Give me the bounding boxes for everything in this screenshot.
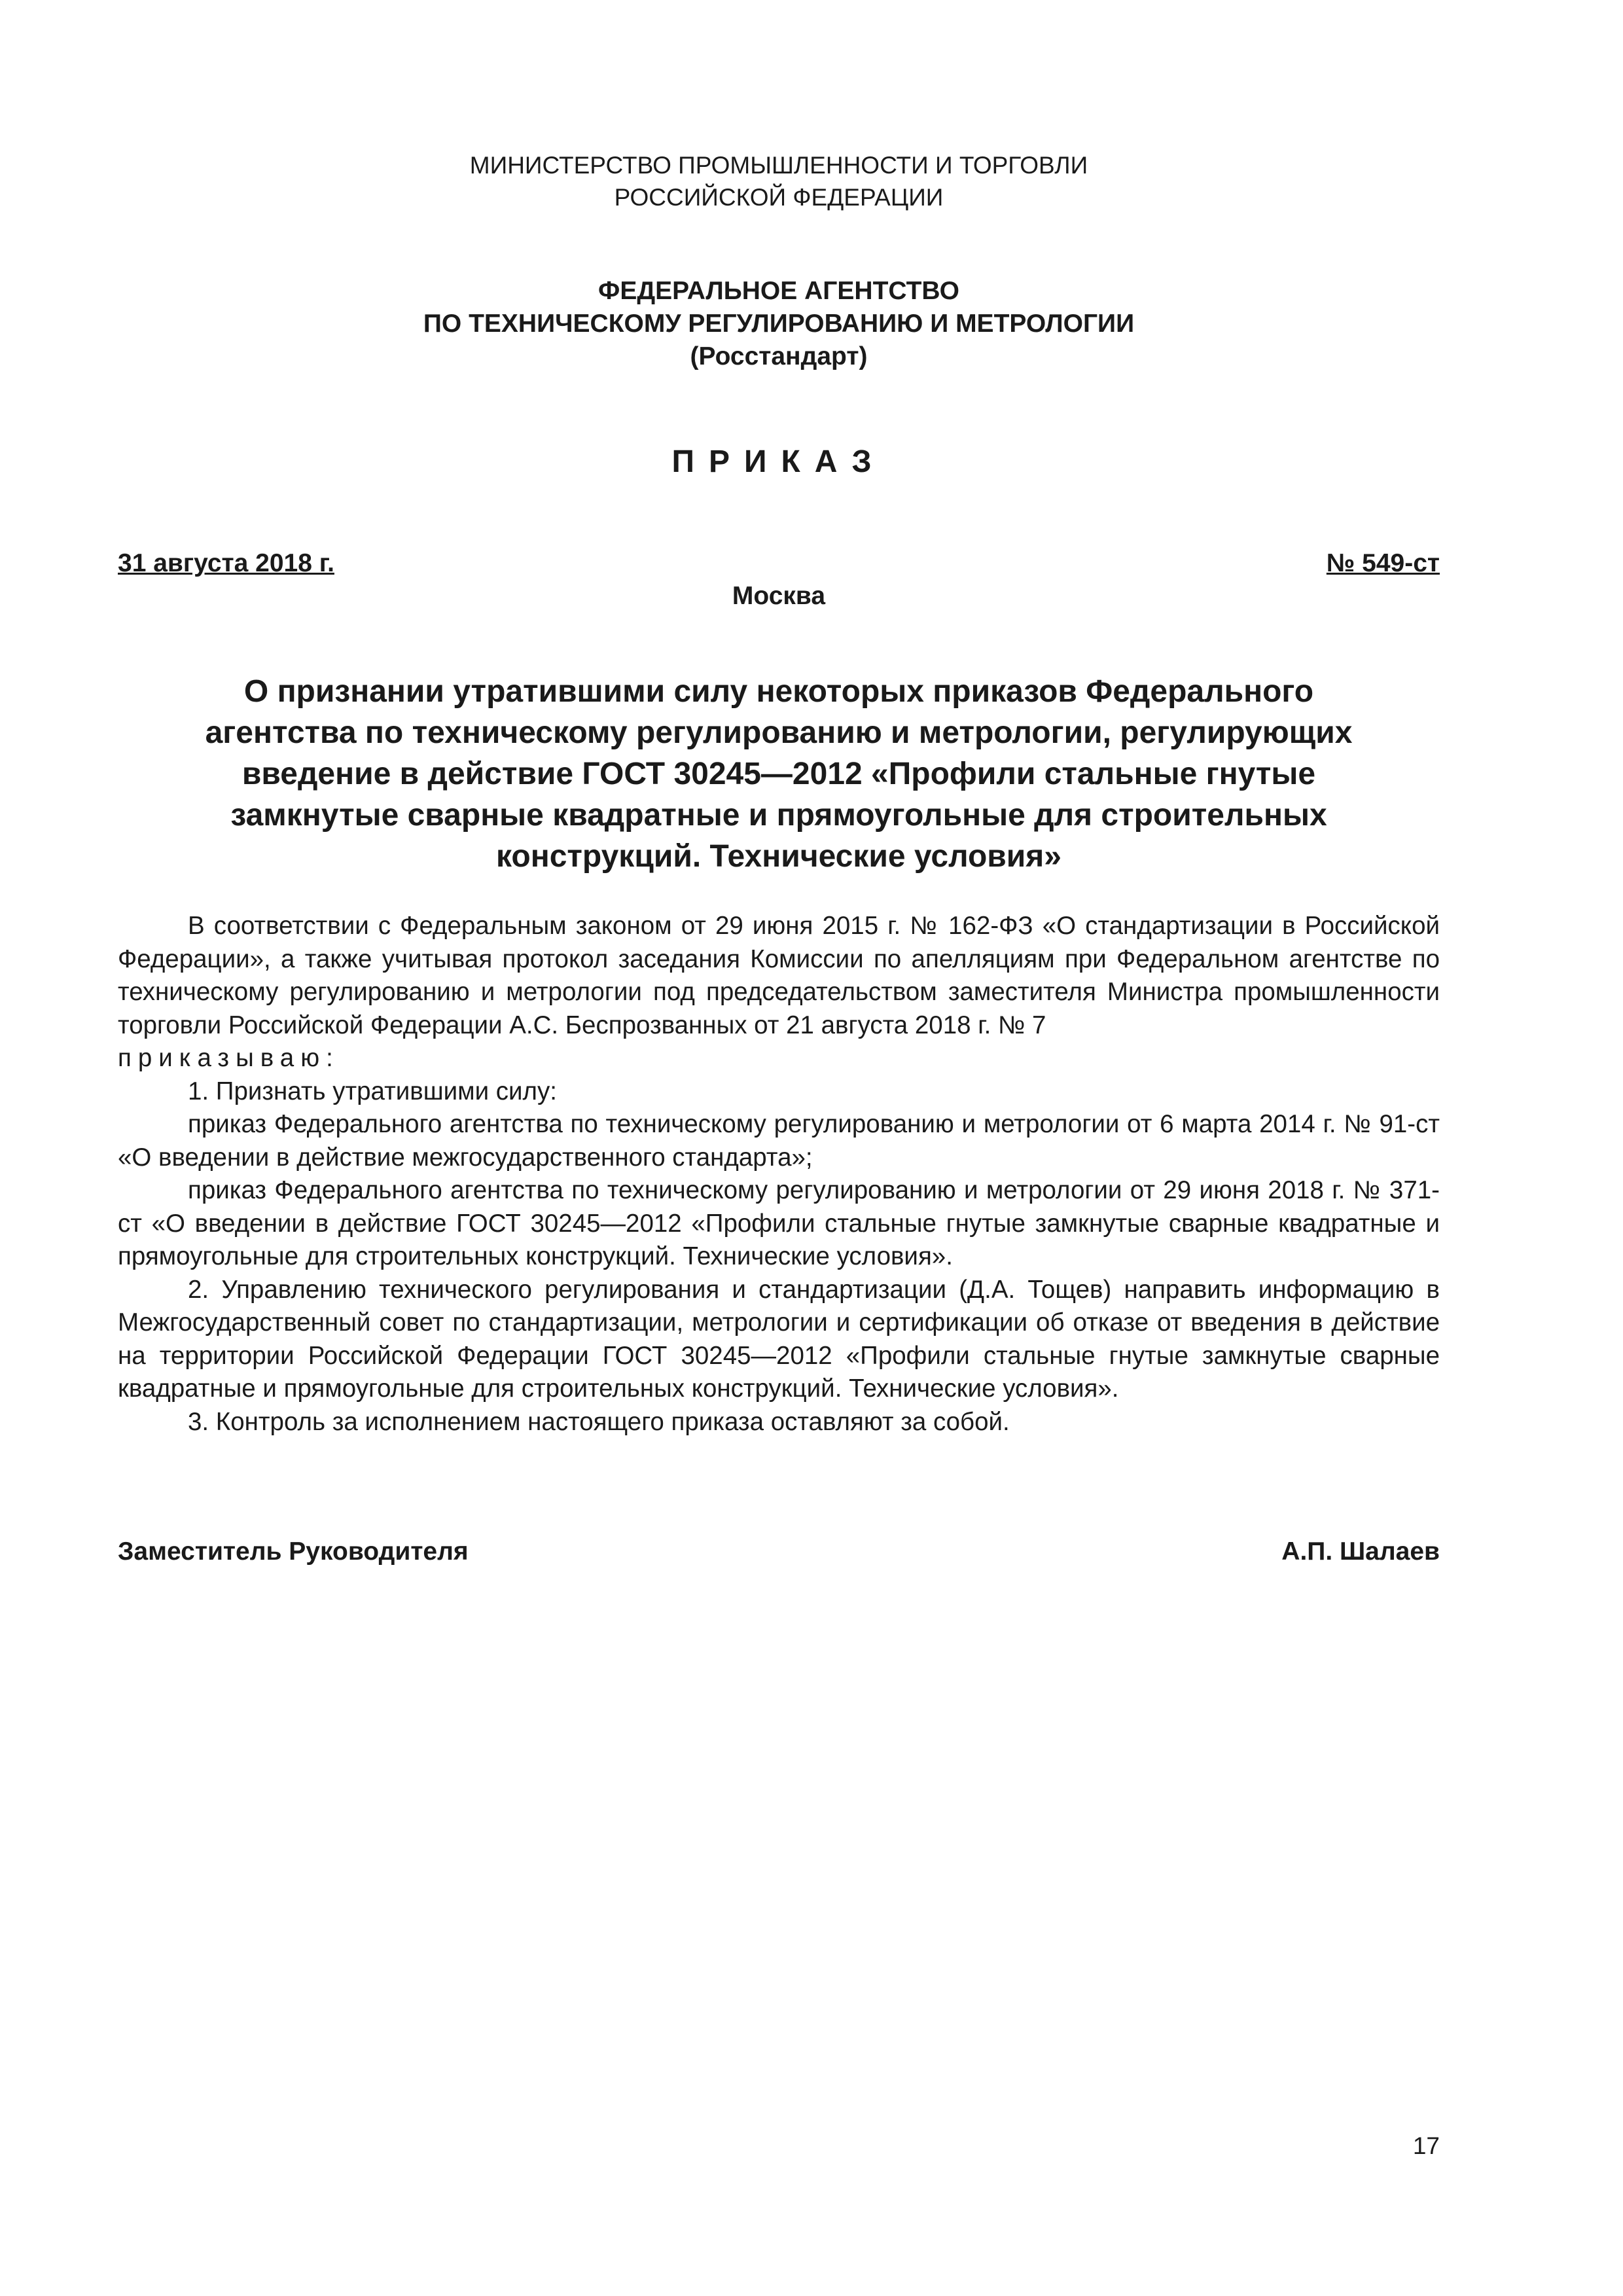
title-line-3: введение в действие ГОСТ 30245—2012 «Профили стальные гнутые: [241, 757, 1316, 791]
signatory-name: А.П. Шалаев: [1281, 1537, 1440, 1566]
agency-line-3: (Росстандарт): [690, 342, 868, 370]
order-date: 31 августа 2018 г.: [118, 549, 334, 577]
order-body: [118, 910, 1440, 1439]
order-word: приказываю:: [118, 1044, 340, 1072]
agency-line-1: ФЕДЕРАЛЬНОЕ АГЕНТСТВО: [598, 277, 959, 305]
agency-header: [118, 275, 1440, 373]
preamble-paragraph: В соответствии с Федеральным законом от 29 июня 2015 г. № 162-ФЗ «О стандартизации в Российской Федерации», а также учитывая протокол заседания Комиссии по апелляциям при Федеральном агентстве по техническому регулированию и метрологии под председательством заместителя Министра промышленности торговли Российской Федерации А.С. Беспрозванных от 21 августа 2018 г. № 7: [118, 912, 1440, 1039]
signature-block: [118, 1535, 1440, 1568]
item-1: 1. Признать утратившими силу:: [188, 1077, 557, 1105]
title-line-5: конструкций. Технические условия»: [496, 839, 1061, 874]
item-1-subitem-2: приказ Федерального агентства по техническому регулированию и метрологии от 29 июня 2018 г. № 371-ст «О введении в действие ГОСТ 30245—2012 «Профили стальные гнутые замкнутые сварные квадратные и прямоугольные для строительных конструкций. Технические условия».: [118, 1176, 1440, 1270]
order-title: [151, 671, 1407, 877]
document-type-heading: ПРИКАЗ: [671, 444, 886, 479]
item-2: 2. Управлению технического регулирования и стандартизации (Д.А. Тощев) направить информацию в Межгосударственный совет по стандартизации, метрологии и сертификации об отказе от введения в действие на территории Российской Федерации ГОСТ 30245—2012 «Профили стальные гнутые замкнутые сварные квадратные и прямоугольные для строительных конструкций. Технические условия».: [118, 1275, 1440, 1403]
signatory-position: Заместитель Руководителя: [118, 1537, 469, 1566]
ministry-line-2: РОССИЙСКОЙ ФЕДЕРАЦИИ: [614, 184, 944, 211]
page-number: 17: [1412, 2132, 1440, 2159]
order-number: № 549-ст: [1326, 549, 1440, 577]
order-meta-row: [118, 547, 1440, 580]
item-3: 3. Контроль за исполнением настоящего приказа оставляют за собой.: [188, 1407, 1010, 1436]
ministry-line-1: МИНИСТЕРСТВО ПРОМЫШЛЕННОСТИ И ТОРГОВЛИ: [469, 152, 1088, 179]
order-city: Москва: [732, 582, 826, 610]
title-line-2: агентства по техническому регулированию и метрологии, регулирующих: [205, 715, 1353, 750]
agency-line-2: ПО ТЕХНИЧЕСКОМУ РЕГУЛИРОВАНИЮ И МЕТРОЛОГИИ: [423, 310, 1135, 338]
ministry-header: [118, 149, 1440, 213]
title-line-1: О признании утратившими силу некоторых приказов Федерального: [243, 674, 1314, 709]
item-1-subitem-1: приказ Федерального агентства по техническому регулированию и метрологии от 6 марта 2014 г. № 91-ст «О введении в действие межгосударственного стандарта»;: [118, 1110, 1440, 1172]
title-line-4: замкнутые сварные квадратные и прямоугольные для строительных: [230, 798, 1327, 833]
